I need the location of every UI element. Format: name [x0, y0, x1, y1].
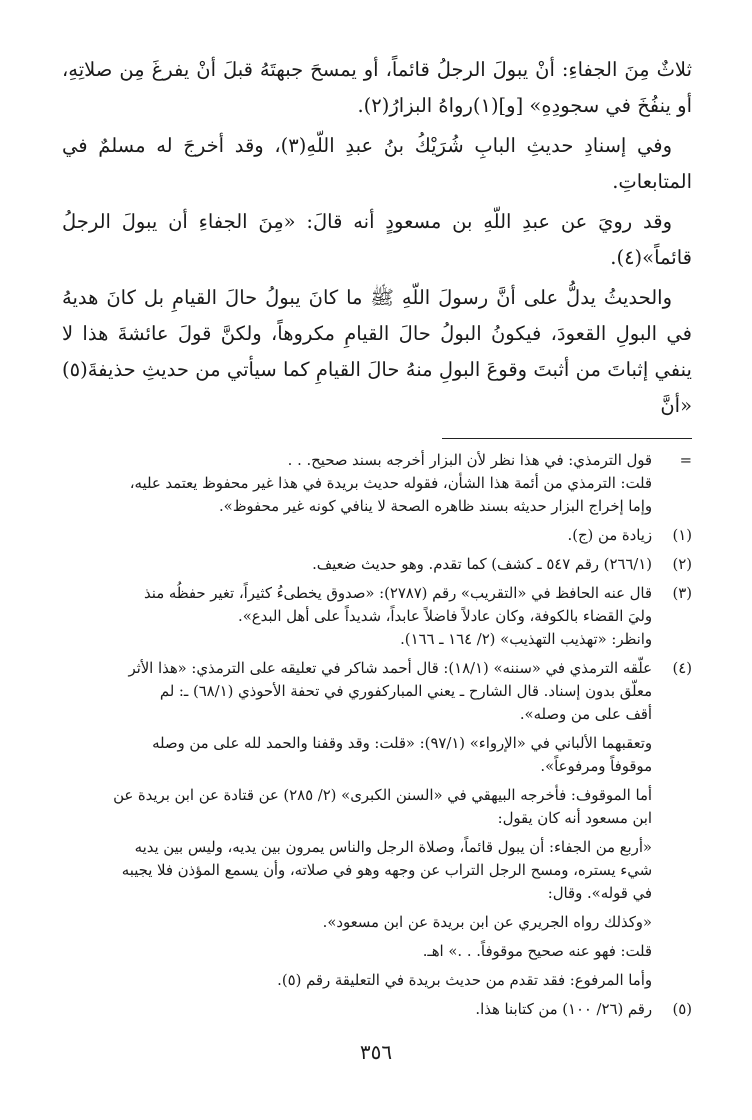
footnote-line: «أربع من الجفاء: أن يبول قائماً، وصلاة الرجل والناس يمرون بين يديه، وليس بين يديه	[134, 839, 652, 856]
paragraph-1: ثلاثٌ مِنَ الجفاءِ: أنْ يبولَ الرجلُ قائماً، أو يمسحَ جبهتَهُ قبلَ أنْ يفرغَ مِن صلاتِهِ، أو ينفُخَ في سجودِهِ» [و](١)رواهُ البزارُ(٢).	[62, 58, 692, 117]
footnote-line: موقوفاً ومرفوعاً».	[540, 758, 652, 775]
paragraph-3: وقد رويَ عن عبدِ اللّهِ بن مسعودٍ أنه قالَ: «مِنَ الجفاءِ أن يبولَ الرجلُ قائماً»(٤).	[62, 210, 692, 269]
footnote-line: قال عنه الحافظ في «التقريب» رقم (٢٧٨٧): «صدوق يخطىءُ كثيراً، تغير حفظُه منذ	[144, 585, 652, 602]
footnote-line: أقف على من وصله».	[519, 706, 652, 723]
footnote-line: قلت: فهو عنه صحيح موقوفاً. . .» اهـ.	[422, 943, 652, 960]
footnote-number: (٣)	[672, 585, 692, 602]
footnote-line: شيء يستره، ومسح الرجل التراب عن وجهه وهو في صلاته، وأن يسمع المؤذن فلا يجيبه	[121, 862, 652, 879]
footnote-number: (٤)	[672, 660, 692, 677]
footnote-4-continued	[62, 940, 692, 963]
main-text	[62, 52, 692, 424]
footnote-line: وليَ القضاء بالكوفة، وكان عادلاً فاضلاً عابداً، شديداً على أهل البدع».	[238, 608, 652, 625]
footnote-4-continued	[62, 732, 692, 778]
footnote-line: رقم (٢٦/ ١٠٠) من كتابنا هذا.	[475, 1001, 652, 1018]
footnote-line: معلّق بدون إسناد. قال الشارح ـ يعني المباركفوري في تحفة الأحوذي (٦٨/١) ـ: لم	[159, 683, 652, 700]
continuation-marker: =	[679, 452, 692, 469]
footnote-4-continued	[62, 784, 692, 830]
footnote-2	[62, 553, 692, 576]
paragraph-4: والحديثُ يدلُّ على أنَّ رسولَ اللّهِ ﷺ ما كانَ يبولُ حالَ القيامِ بل كانَ هديهُ في البولِ القعودَ، فيكونُ البولُ حالَ القيامِ مكروهاً، ولكنَّ قولَ عائشةَ هذا لا ينفي إثباتَ من أثبتَ وقوعَ البولِ منهُ حالَ القيامِ كما سيأتي من حديثِ حذيفةَ(٥) «أنَّ	[62, 286, 692, 417]
footnote-4-continued	[62, 911, 692, 934]
footnote-number: (٥)	[672, 1001, 692, 1018]
footnote-4-continued	[62, 969, 692, 992]
footnote-continuation	[62, 449, 692, 518]
footnote-line: قول الترمذي: في هذا نظر لأن البزار أخرجه بسند صحيح. . .	[287, 452, 652, 469]
footnote-line: وإما إخراج البزار حديثه بسند ظاهره الصحة لا ينافي كونه غير محفوظ».	[218, 498, 652, 515]
footnote-line: ابن مسعود أنه كان يقول:	[497, 810, 652, 827]
footnote-line: «وكذلك رواه الجريري عن ابن بريدة عن ابن مسعود».	[322, 914, 652, 931]
footnote-line: علّقه الترمذي في «سننه» (١٨/١): قال أحمد شاكر في تعليقه على الترمذي: «هذا الأثر	[128, 660, 652, 677]
footnote-3	[62, 582, 692, 651]
footnote-line: قلت: الترمذي من أئمة هذا الشأن، فقوله حديث بريدة في هذا غير محفوظ يعتمد عليه،	[129, 475, 652, 492]
footnote-line: (٢٦٦/١) رقم ٥٤٧ ـ كشف) كما تقدم. وهو حديث ضعيف.	[312, 556, 652, 573]
footnote-divider	[442, 438, 692, 439]
footnote-4-continued	[62, 836, 692, 905]
footnote-line: في قوله». وقال:	[547, 885, 652, 902]
footnote-line: وتعقبهما الألباني في «الإرواء» (٩٧/١): «قلت: وقد وقفنا والحمد لله على من وصله	[152, 735, 652, 752]
page-number: ٣٥٦	[359, 1040, 393, 1064]
footnote-line: أما الموقوف: فأخرجه البيهقي في «السنن الكبرى» (٢/ ٢٨٥) عن قتادة عن ابن بريدة عن	[113, 787, 652, 804]
footnote-number: (١)	[672, 527, 692, 544]
footnote-1	[62, 524, 692, 547]
footnote-number: (٢)	[672, 556, 692, 573]
footnote-line: وأما المرفوع: فقد تقدم من حديث بريدة في التعليقة رقم (٥).	[277, 972, 652, 989]
footnotes	[62, 449, 692, 1021]
footnote-4	[62, 657, 692, 726]
page	[62, 52, 692, 1027]
paragraph-2: وفي إسنادِ حديثِ البابِ شُرَيْكُ بنُ عبدِ اللّهِ(٣)، وقد أخرجَ له مسلمٌ في المتابعاتِ.	[62, 134, 692, 193]
footnote-line: زيادة من (ج).	[567, 527, 652, 544]
footnote-line: وانظر: «تهذيب التهذيب» (٢/ ١٦٤ ـ ١٦٦).	[400, 631, 652, 648]
footnote-5	[62, 998, 692, 1021]
